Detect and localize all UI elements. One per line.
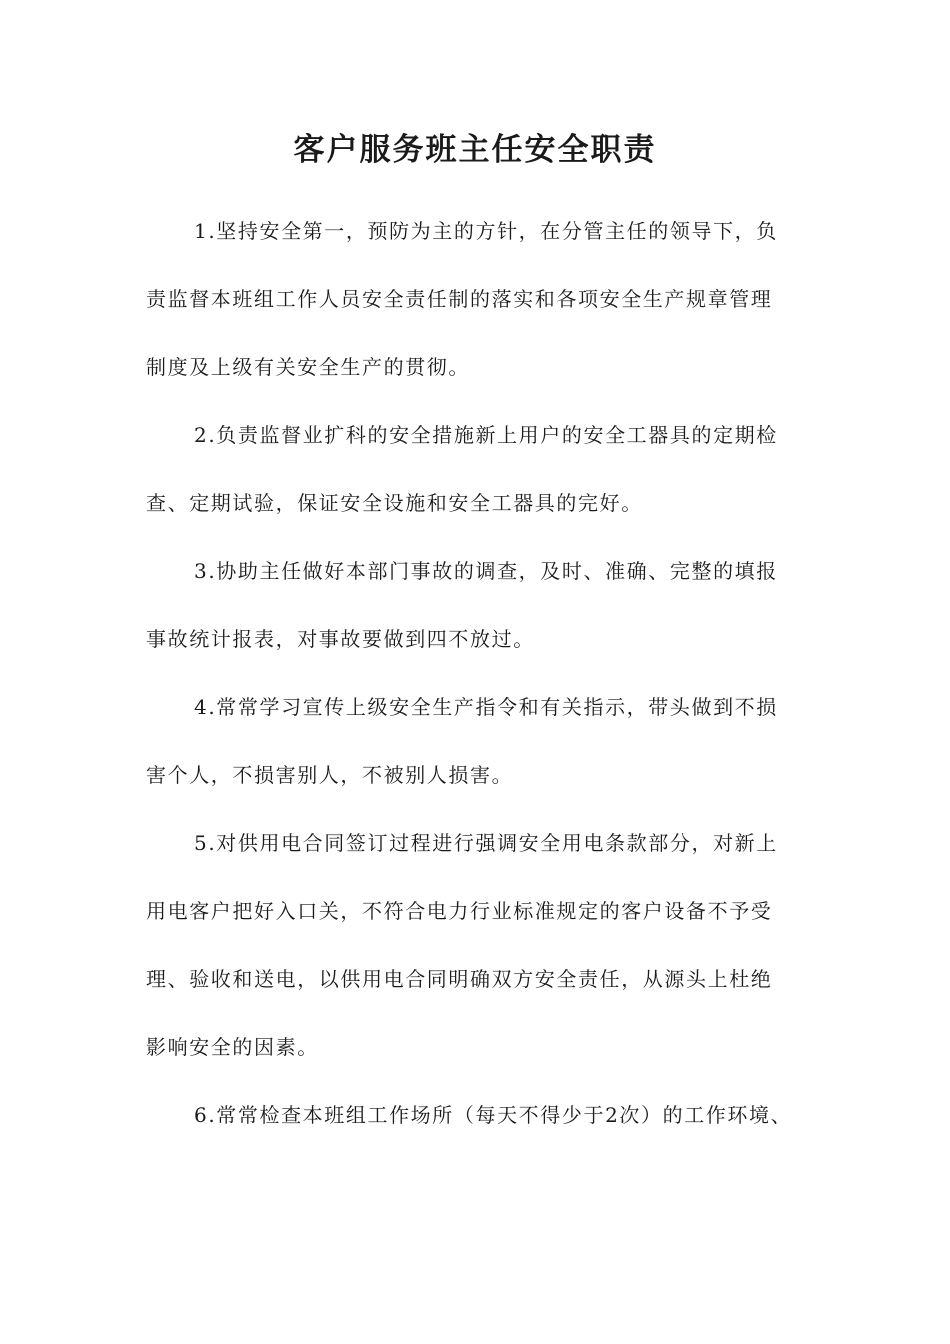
paragraph-2 xyxy=(146,401,836,537)
paragraph-line: 3.协助主任做好本部门事故的调查，及时、准确、完整的填报 xyxy=(194,559,778,583)
paragraph-line: 用电客户把好入口关，不符合电力行业标准规定的客户设备不予受 xyxy=(146,899,773,923)
paragraph-line: 查、定期试验，保证安全设施和安全工器具的完好。 xyxy=(146,491,643,515)
paragraph-line: 6.常常检查本班组工作场所（每天不得少于2次）的工作环境、 xyxy=(194,1103,793,1127)
paragraph-line: 影响安全的因素。 xyxy=(146,1035,319,1059)
paragraph-line: 5.对供用电合同签订过程进行强调安全用电条款部分，对新上 xyxy=(194,831,778,855)
paragraph-line: 事故统计报表，对事故要做到四不放过。 xyxy=(146,627,535,651)
paragraph-6 xyxy=(146,1081,836,1149)
document-body xyxy=(146,197,836,1149)
paragraph-line: 责监督本班组工作人员安全责任制的落实和各项安全生产规章管理 xyxy=(146,287,773,311)
paragraph-5 xyxy=(146,809,836,1081)
paragraph-line: 2.负责监督业扩科的安全措施新上用户的安全工器具的定期检 xyxy=(194,423,778,447)
paragraph-1 xyxy=(146,197,836,401)
paragraph-line: 4.常常学习宣传上级安全生产指令和有关指示，带头做到不损 xyxy=(194,695,778,719)
paragraph-line: 1.坚持安全第一，预防为主的方针，在分管主任的领导下，负 xyxy=(194,219,778,243)
paragraph-line: 制度及上级有关安全生产的贯彻。 xyxy=(146,355,470,379)
paragraph-line: 理、验收和送电，以供用电合同明确双方安全责任，从源头上杜绝 xyxy=(146,967,773,991)
paragraph-4 xyxy=(146,673,836,809)
paragraph-line: 害个人，不损害别人，不被别人损害。 xyxy=(146,763,514,787)
document-title: 客户服务班主任安全职责 xyxy=(293,132,657,168)
paragraph-3 xyxy=(146,537,836,673)
